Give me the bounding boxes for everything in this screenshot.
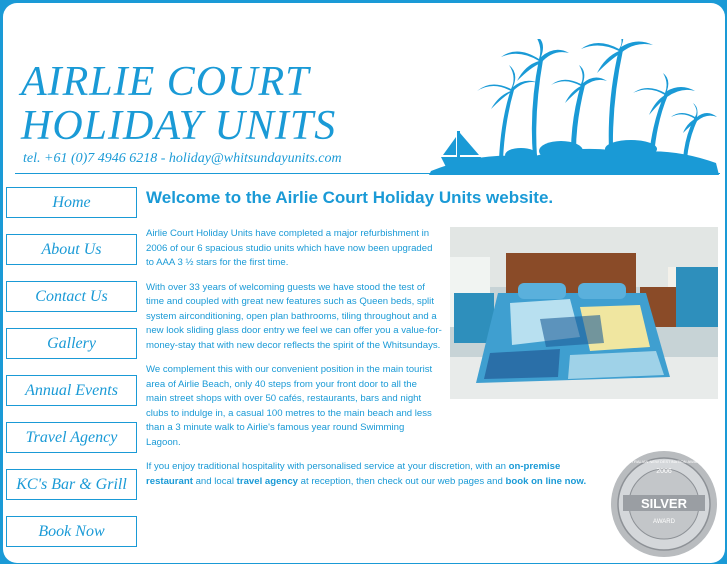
page-panel	[3, 3, 725, 563]
nav-about-us[interactable]: About Us	[6, 234, 137, 265]
badge-label: SILVER	[641, 496, 687, 511]
nav-home[interactable]: Home	[6, 187, 137, 218]
contact-line: tel. +61 (0)7 4946 6218 - holiday@whitsundayunits.com	[23, 151, 342, 166]
badge-ring-text: AUSTRALIAN NEW DESTINATION AWARDS	[623, 459, 705, 464]
badge-year: 2006	[656, 468, 672, 475]
welcome-heading: Welcome to the Airlie Court Holiday Units website.	[146, 188, 554, 207]
site-title-line2: HOLIDAY UNITS	[21, 103, 337, 149]
restaurant-link[interactable]: on-premise restaurant	[146, 461, 561, 487]
features-paragraph: With over 33 years of welcoming guests we have stood the test of time and coupled with great new features such as Queen beds, split system airconditioning, open plan bathrooms, tiling throughout and a new look sliding glass door entry we feel we can offer you a value-for-money-stay that with new decor reflects the spirit of the Whitsundays.	[146, 281, 442, 351]
travel-agency-link[interactable]: travel agency	[236, 475, 298, 487]
location-paragraph: We complement this with our convenient position in the main tourist area of Airlie Beach, only 40 steps from your front door to all the main street shops with over 50 cafés, restaurants, bars and night clubs to indulge in, a casual 100 metres to the main beach and less than a 3 minute walk to Airlie's famous year round Swimming Lagoon.	[146, 364, 433, 448]
book-online-link[interactable]: book on line now.	[505, 475, 587, 487]
hospitality-paragraph: If you enjoy traditional hospitality with personalised service at your discretion, with an on-premise restaurant and local travel agency at reception, then check out our web pages and book on line now.	[146, 461, 587, 487]
site-title-line1: AIRLIE COURT	[21, 59, 310, 105]
nav-gallery[interactable]: Gallery	[6, 328, 137, 359]
room-photo	[450, 227, 718, 399]
nav-contact-us[interactable]: Contact Us	[6, 281, 137, 312]
intro-paragraph: Airlie Court Holiday Units have completed a major refurbishment in 2006 of our 6 spacious studio units which have now been upgraded to AAA 3 ½ stars for the first time.	[146, 228, 433, 268]
nav-annual-events[interactable]: Annual Events	[6, 375, 137, 406]
main-nav	[6, 187, 139, 563]
silver-award-badge	[609, 449, 719, 559]
badge-sub: AWARD	[653, 519, 675, 525]
nav-travel-agency[interactable]: Travel Agency	[6, 422, 137, 453]
site-header	[3, 3, 725, 178]
nav-book-now[interactable]: Book Now	[6, 516, 137, 547]
nav-kcs-bar-grill[interactable]: KC's Bar & Grill	[6, 469, 137, 500]
palm-island-logo-icon	[421, 39, 721, 177]
